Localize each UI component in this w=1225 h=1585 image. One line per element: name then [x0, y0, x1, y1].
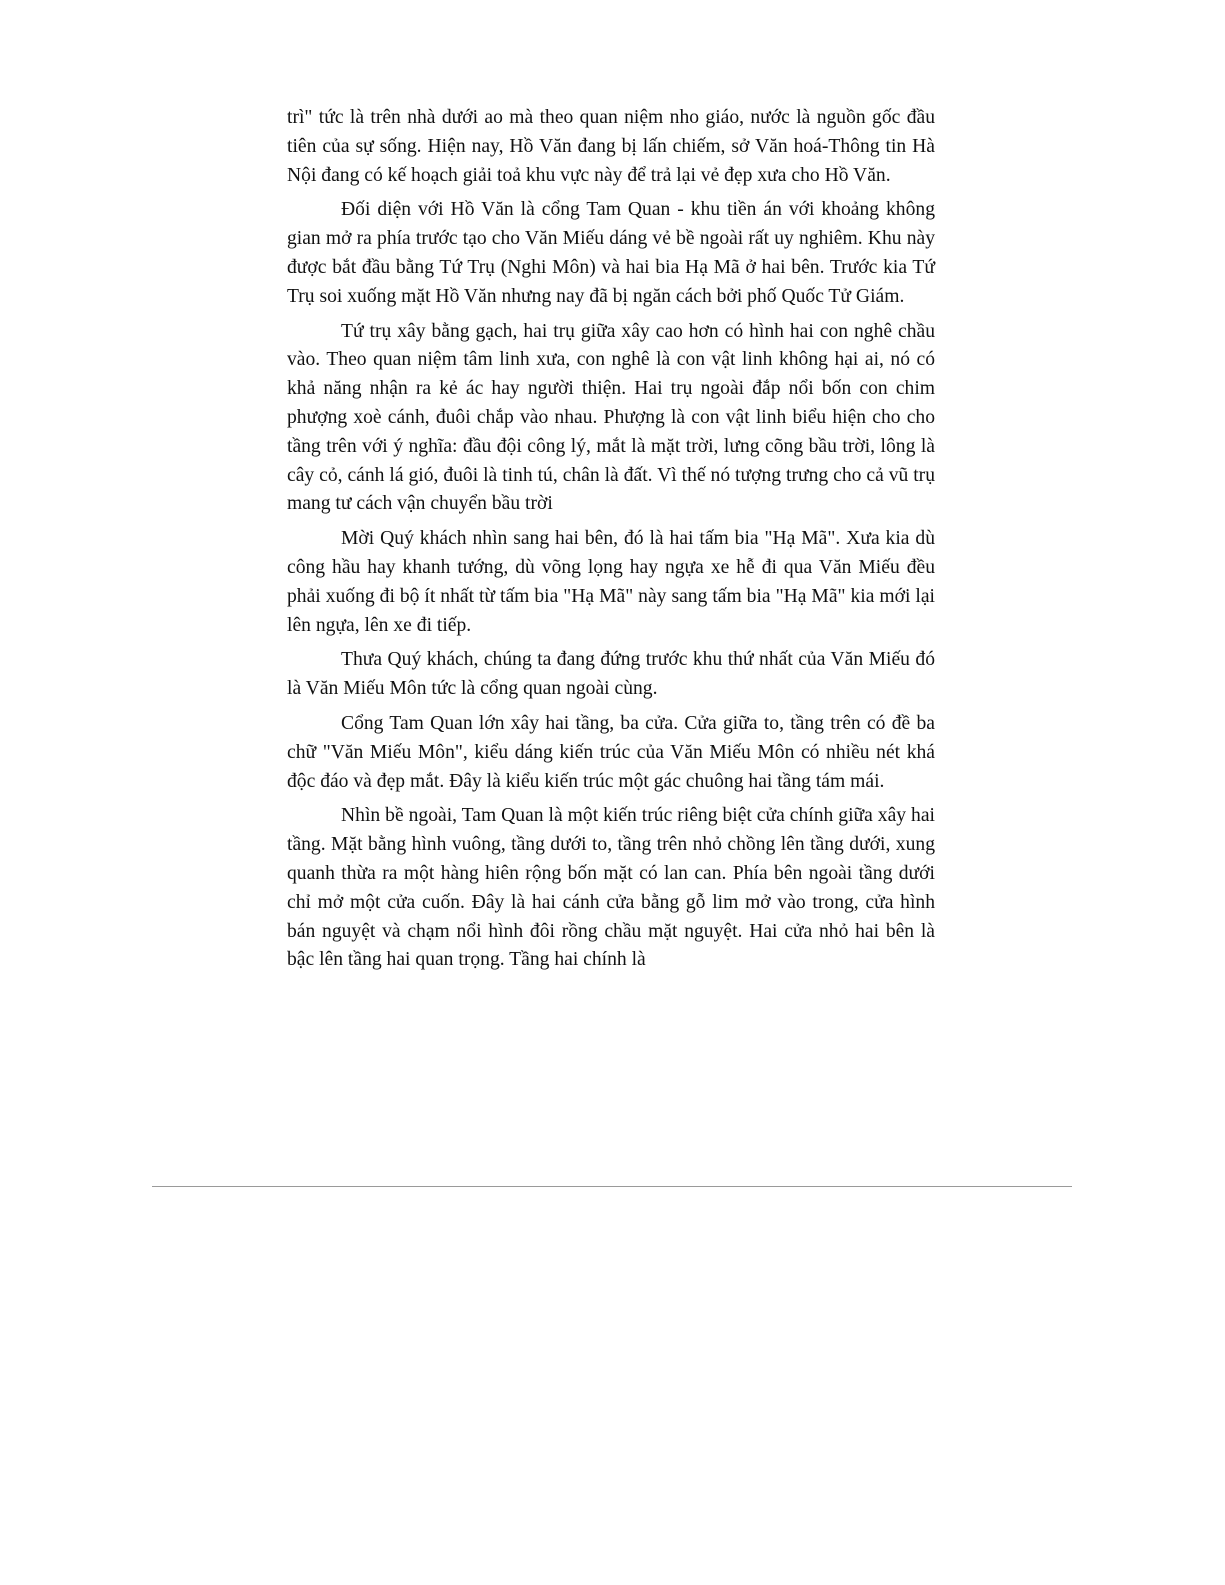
paragraph-3: Tứ trụ xây bằng gạch, hai trụ giữa xây cao hơn có hình hai con nghê chầu vào. Theo quan niệm tâm linh xưa, con nghê là con vật linh không hại ai, nó có khả năng nhận ra kẻ ác hay người thiện. Hai trụ ngoài đắp nổi bốn con chim phượng xoè cánh, đuôi chắp vào nhau. Phượng là con vật linh biểu hiện cho cho tầng trên với ý nghĩa: đầu đội công lý, mắt là mặt trời, lưng cõng bầu trời, lông là cây cỏ, cánh lá gió, đuôi là tinh tú, chân là đất. Vì thế nó tượng trưng cho cả vũ trụ mang tư cách vận chuyển bầu trời	[287, 320, 935, 515]
paragraph-5: Thưa Quý khách, chúng ta đang đứng trước khu thứ nhất của Văn Miếu đó là Văn Miếu Môn tức là cổng quan ngoài cùng.	[287, 649, 935, 700]
paragraph-1: trì" tức là trên nhà dưới ao mà theo quan niệm nho giáo, nước là nguồn gốc đầu tiên của sự sống. Hiện nay, Hồ Văn đang bị lấn chiếm, sở Văn hoá-Thông tin Hà Nội đang có kế hoạch giải toả khu vực này để trả lại vẻ đẹp xưa cho Hồ Văn.	[287, 107, 935, 186]
paragraph-2: Đối diện với Hồ Văn là cổng Tam Quan - khu tiền án với khoảng không gian mở ra phía trước tạo cho Văn Miếu dáng vẻ bề ngoài rất uy nghiêm. Khu này được bắt đầu bằng Tứ Trụ (Nghi Môn) và hai bia Hạ Mã ở hai bên. Trước kia Tứ Trụ soi xuống mặt Hồ Văn nhưng nay đã bị ngăn cách bởi phố Quốc Tử Giám.	[287, 199, 935, 307]
paragraph-7: Nhìn bề ngoài, Tam Quan là một kiến trúc riêng biệt cửa chính giữa xây hai tầng. Mặt bằng hình vuông, tầng dưới to, tầng trên nhỏ chồng lên tầng dưới, xung quanh thừa ra một hàng hiên rộng bốn mặt có lan can. Phía bên ngoài tầng dưới chỉ mở một cửa cuốn. Đây là hai cánh cửa bằng gỗ lim mở vào trong, cửa hình bán nguyệt và chạm nổi hình đôi rồng chầu mặt nguyệt. Hai cửa nhỏ hai bên là bậc lên tầng hai quan trọng. Tầng hai chính là	[287, 805, 935, 971]
document-body	[287, 104, 935, 981]
paragraph-4: Mời Quý khách nhìn sang hai bên, đó là hai tấm bia "Hạ Mã". Xưa kia dù công hầu hay khanh tướng, dù võng lọng hay ngựa xe hễ đi qua Văn Miếu đều phải xuống đi bộ ít nhất từ tấm bia "Hạ Mã" này sang tấm bia "Hạ Mã" kia mới lại lên ngựa, lên xe đi tiếp.	[287, 528, 935, 636]
footer-divider	[152, 1186, 1072, 1187]
paragraph-6: Cổng Tam Quan lớn xây hai tầng, ba cửa. Cửa giữa to, tầng trên có đề ba chữ "Văn Miếu Môn", kiểu dáng kiến trúc của Văn Miếu Môn có nhiều nét khá độc đáo và đẹp mắt. Đây là kiểu kiến trúc một gác chuông hai tầng tám mái.	[287, 712, 935, 792]
